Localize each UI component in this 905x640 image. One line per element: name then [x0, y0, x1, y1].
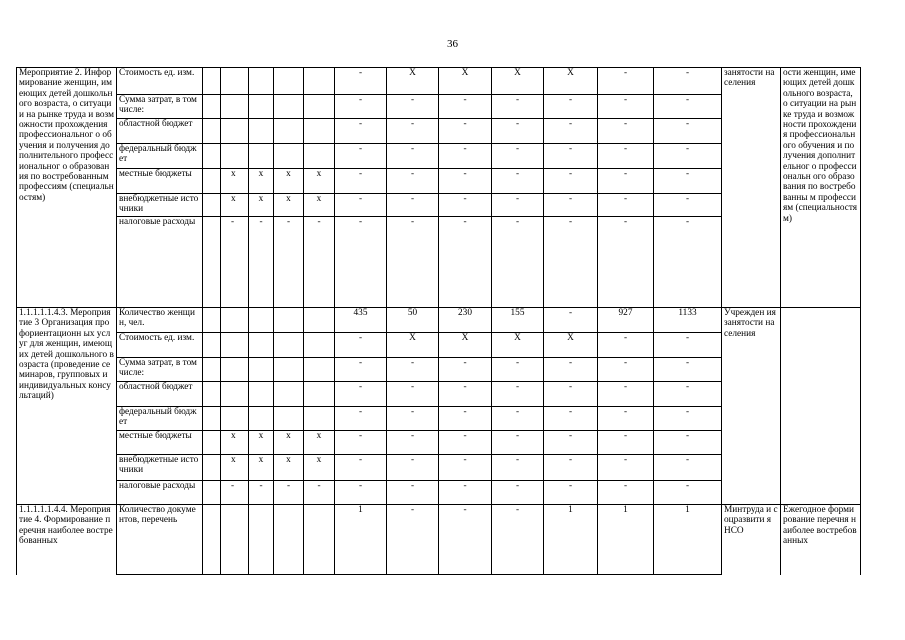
- value-cell: -: [654, 382, 722, 407]
- value-cell: X: [544, 68, 598, 95]
- value-cell: -: [654, 169, 722, 194]
- value-cell: -: [544, 481, 598, 505]
- expected-result: ости женщин, имеющих детей дошкольного возраста, о ситуации на рынке труда и возможности прохождения профессиональн ого обучения и получения дополнительног о профессиональн ого образования по востребованны м профессиям (специальностя м): [781, 68, 861, 308]
- value-cell: 230: [439, 308, 492, 333]
- value-cell: -: [544, 308, 598, 333]
- marker-value: x: [231, 194, 236, 204]
- value-cell: 927: [598, 308, 654, 333]
- marker-cell: [221, 481, 249, 505]
- value-cell: -: [544, 169, 598, 194]
- indicator-label: Сумма затрат, в том числе:: [117, 95, 203, 119]
- value-cell: -: [598, 194, 654, 217]
- marker-cell: [274, 308, 304, 333]
- value-cell: X: [492, 68, 544, 95]
- value-cell: -: [387, 382, 439, 407]
- marker-cell: [221, 194, 249, 217]
- table-row: [17, 68, 861, 95]
- marker-cell: [203, 382, 221, 407]
- marker-value: x: [286, 431, 291, 441]
- marker-cell: [249, 217, 274, 308]
- marker-cell: [249, 119, 274, 144]
- value-cell: -: [544, 144, 598, 169]
- marker-value: x: [231, 169, 236, 179]
- marker-cell: [249, 169, 274, 194]
- indicator-label: Сумма затрат, в том числе:: [117, 358, 203, 382]
- value-cell: -: [439, 358, 492, 382]
- marker-cell: [304, 431, 335, 455]
- marker-cell: [203, 455, 221, 481]
- value-cell: -: [492, 95, 544, 119]
- marker-cell: [274, 194, 304, 217]
- value-cell: -: [335, 119, 387, 144]
- marker-cell: [274, 68, 304, 95]
- value-cell: -: [492, 144, 544, 169]
- marker-value: -: [317, 481, 321, 491]
- marker-cell: [221, 119, 249, 144]
- marker-cell: [221, 505, 249, 575]
- activity-name: 1.1.1.1.1.4.4. Мероприятие 4. Формирование перечня наиболее востребованных: [17, 505, 117, 575]
- marker-cell: [304, 455, 335, 481]
- value-cell: -: [544, 95, 598, 119]
- indicator-label: федеральный бюджет: [117, 407, 203, 431]
- marker-cell: [304, 505, 335, 575]
- indicator-label: местные бюджеты: [117, 431, 203, 455]
- value-cell: -: [387, 455, 439, 481]
- marker-cell: [221, 217, 249, 308]
- marker-cell: [203, 407, 221, 431]
- value-cell: -: [654, 144, 722, 169]
- value-cell: X: [387, 333, 439, 358]
- value-cell: 435: [335, 308, 387, 333]
- marker-cell: [274, 481, 304, 505]
- marker-cell: [304, 333, 335, 358]
- expected-result: Ежегодное формирование перечня наиболее востребованных: [781, 505, 861, 575]
- executor: Учрежден ия занятости населения: [722, 308, 781, 505]
- value-cell: -: [598, 481, 654, 505]
- marker-value: -: [259, 217, 263, 227]
- value-cell: X: [492, 333, 544, 358]
- value-cell: -: [335, 333, 387, 358]
- marker-value: x: [258, 194, 264, 204]
- marker-value: x: [286, 169, 291, 179]
- value-cell: 1: [654, 505, 722, 575]
- value-cell: -: [439, 144, 492, 169]
- marker-cell: [304, 68, 335, 95]
- value-cell: -: [439, 481, 492, 505]
- value-cell: -: [335, 382, 387, 407]
- marker-cell: [274, 505, 304, 575]
- indicator-label: областной бюджет: [117, 119, 203, 144]
- marker-cell: [304, 119, 335, 144]
- marker-value: x: [258, 169, 264, 179]
- indicator-label: внебюджетные источники: [117, 194, 203, 217]
- marker-cell: [304, 481, 335, 505]
- marker-cell: [221, 358, 249, 382]
- value-cell: -: [387, 481, 439, 505]
- marker-value: x: [316, 169, 322, 179]
- table-row: [17, 308, 861, 333]
- marker-value: -: [231, 217, 235, 227]
- value-cell: -: [544, 358, 598, 382]
- page-number: 36: [447, 38, 458, 50]
- indicator-label: Количество женщин, чел.: [117, 308, 203, 333]
- marker-cell: [274, 144, 304, 169]
- table-row: [17, 505, 861, 575]
- marker-cell: [221, 333, 249, 358]
- marker-cell: [304, 382, 335, 407]
- marker-cell: [221, 308, 249, 333]
- value-cell: -: [387, 407, 439, 431]
- value-cell: -: [598, 119, 654, 144]
- marker-cell: [304, 194, 335, 217]
- value-cell: -: [544, 431, 598, 455]
- value-cell: -: [335, 217, 387, 308]
- value-cell: -: [598, 144, 654, 169]
- value-cell: -: [544, 217, 598, 308]
- marker-cell: [304, 358, 335, 382]
- value-cell: -: [492, 217, 544, 308]
- marker-cell: [274, 407, 304, 431]
- value-cell: -: [439, 217, 492, 308]
- value-cell: -: [492, 481, 544, 505]
- value-cell: -: [387, 217, 439, 308]
- value-cell: 155: [492, 308, 544, 333]
- marker-cell: [203, 431, 221, 455]
- value-cell: -: [654, 455, 722, 481]
- value-cell: -: [335, 68, 387, 95]
- value-cell: -: [654, 431, 722, 455]
- marker-cell: [304, 95, 335, 119]
- marker-cell: [274, 169, 304, 194]
- marker-cell: [203, 95, 221, 119]
- activity-name: Мероприятие 2. Информирование женщин, имеющих детей дошкольного возраста, о ситуации на рынке труда и возможности прохождения профессиональног о обучения и получения дополнительного профессиональног о образования по востребованным профессиям (специальностям): [17, 68, 117, 308]
- value-cell: -: [492, 119, 544, 144]
- indicator-label: местные бюджеты: [117, 169, 203, 194]
- marker-value: x: [286, 455, 291, 465]
- value-cell: X: [439, 68, 492, 95]
- marker-cell: [203, 333, 221, 358]
- marker-cell: [221, 144, 249, 169]
- marker-cell: [203, 308, 221, 333]
- value-cell: -: [598, 68, 654, 95]
- marker-cell: [249, 333, 274, 358]
- marker-cell: [274, 95, 304, 119]
- value-cell: -: [492, 455, 544, 481]
- marker-cell: [249, 407, 274, 431]
- value-cell: 1: [335, 505, 387, 575]
- marker-cell: [274, 119, 304, 144]
- value-cell: -: [335, 95, 387, 119]
- marker-cell: [304, 169, 335, 194]
- value-cell: -: [544, 194, 598, 217]
- value-cell: -: [335, 481, 387, 505]
- value-cell: -: [598, 95, 654, 119]
- value-cell: -: [492, 194, 544, 217]
- value-cell: -: [387, 169, 439, 194]
- value-cell: -: [654, 68, 722, 95]
- value-cell: -: [439, 407, 492, 431]
- marker-value: -: [231, 481, 235, 491]
- marker-cell: [304, 407, 335, 431]
- value-cell: -: [387, 505, 439, 575]
- marker-cell: [304, 308, 335, 333]
- value-cell: -: [335, 194, 387, 217]
- marker-cell: [249, 481, 274, 505]
- value-cell: -: [492, 382, 544, 407]
- value-cell: -: [439, 169, 492, 194]
- value-cell: -: [335, 455, 387, 481]
- value-cell: -: [387, 194, 439, 217]
- value-cell: -: [654, 407, 722, 431]
- value-cell: 1: [544, 505, 598, 575]
- value-cell: -: [387, 431, 439, 455]
- marker-cell: [249, 382, 274, 407]
- marker-cell: [221, 68, 249, 95]
- marker-cell: [221, 407, 249, 431]
- value-cell: -: [439, 382, 492, 407]
- marker-cell: [249, 358, 274, 382]
- indicator-label: Стоимость ед. изм.: [117, 68, 203, 95]
- value-cell: -: [335, 144, 387, 169]
- indicator-label: налоговые расходы: [117, 481, 203, 505]
- marker-value: x: [231, 455, 236, 465]
- value-cell: -: [335, 431, 387, 455]
- marker-cell: [274, 431, 304, 455]
- indicator-label: налоговые расходы: [117, 217, 203, 308]
- value-cell: -: [492, 505, 544, 575]
- value-cell: -: [544, 119, 598, 144]
- marker-value: -: [259, 481, 263, 491]
- value-cell: -: [598, 407, 654, 431]
- marker-cell: [249, 308, 274, 333]
- executor: занятости населения: [722, 68, 781, 308]
- marker-cell: [221, 431, 249, 455]
- marker-cell: [274, 382, 304, 407]
- value-cell: -: [439, 194, 492, 217]
- marker-cell: [203, 194, 221, 217]
- value-cell: -: [544, 382, 598, 407]
- marker-value: -: [286, 217, 291, 227]
- value-cell: -: [598, 358, 654, 382]
- marker-cell: [274, 455, 304, 481]
- marker-value: -: [286, 481, 291, 491]
- value-cell: -: [387, 119, 439, 144]
- value-cell: X: [544, 333, 598, 358]
- marker-cell: [249, 431, 274, 455]
- value-cell: -: [439, 455, 492, 481]
- value-cell: -: [492, 358, 544, 382]
- marker-value: x: [258, 431, 264, 441]
- marker-value: x: [286, 194, 291, 204]
- marker-cell: [249, 194, 274, 217]
- marker-cell: [203, 217, 221, 308]
- marker-cell: [203, 68, 221, 95]
- indicator-label: федеральный бюджет: [117, 144, 203, 169]
- indicator-label: Количество документов, перечень: [117, 505, 203, 575]
- marker-cell: [249, 144, 274, 169]
- value-cell: -: [335, 169, 387, 194]
- value-cell: -: [387, 358, 439, 382]
- value-cell: -: [598, 217, 654, 308]
- marker-cell: [221, 382, 249, 407]
- marker-cell: [203, 119, 221, 144]
- value-cell: -: [439, 431, 492, 455]
- marker-cell: [274, 333, 304, 358]
- marker-cell: [249, 505, 274, 575]
- activity-name: 1.1.1.1.1.4.3. Мероприятие 3 Организация профориентационн ых услуг для женщин, имеющих детей дошкольного возраста (проведение семинаров, групповых и индивидуальных консультаций): [17, 308, 117, 505]
- marker-cell: [249, 68, 274, 95]
- value-cell: -: [439, 505, 492, 575]
- value-cell: -: [598, 455, 654, 481]
- value-cell: -: [654, 95, 722, 119]
- value-cell: -: [598, 169, 654, 194]
- executor: Минтруда и соцразвити я НСО: [722, 505, 781, 575]
- marker-cell: [304, 217, 335, 308]
- value-cell: -: [598, 333, 654, 358]
- indicator-label: Стоимость ед. изм.: [117, 333, 203, 358]
- value-cell: -: [335, 407, 387, 431]
- marker-cell: [203, 481, 221, 505]
- indicator-label: внебюджетные источники: [117, 455, 203, 481]
- value-cell: -: [335, 358, 387, 382]
- value-cell: -: [439, 95, 492, 119]
- value-cell: -: [492, 431, 544, 455]
- value-cell: -: [654, 217, 722, 308]
- value-cell: -: [387, 144, 439, 169]
- marker-value: x: [316, 194, 322, 204]
- marker-cell: [221, 455, 249, 481]
- value-cell: -: [544, 407, 598, 431]
- value-cell: -: [654, 194, 722, 217]
- value-cell: 50: [387, 308, 439, 333]
- activities-table: [16, 67, 861, 575]
- marker-cell: [249, 95, 274, 119]
- marker-value: x: [258, 455, 264, 465]
- value-cell: -: [492, 169, 544, 194]
- value-cell: -: [654, 333, 722, 358]
- marker-cell: [274, 358, 304, 382]
- indicator-label: областной бюджет: [117, 382, 203, 407]
- marker-cell: [203, 505, 221, 575]
- marker-cell: [203, 358, 221, 382]
- value-cell: X: [387, 68, 439, 95]
- value-cell: 1: [598, 505, 654, 575]
- value-cell: -: [598, 382, 654, 407]
- value-cell: -: [544, 455, 598, 481]
- marker-cell: [304, 144, 335, 169]
- value-cell: X: [439, 333, 492, 358]
- marker-cell: [274, 217, 304, 308]
- value-cell: -: [654, 119, 722, 144]
- value-cell: -: [654, 358, 722, 382]
- value-cell: -: [387, 95, 439, 119]
- marker-cell: [203, 169, 221, 194]
- marker-value: -: [317, 217, 321, 227]
- marker-value: x: [316, 455, 322, 465]
- expected-result: [781, 308, 861, 505]
- value-cell: -: [654, 481, 722, 505]
- value-cell: -: [439, 119, 492, 144]
- marker-value: x: [316, 431, 322, 441]
- marker-cell: [249, 455, 274, 481]
- value-cell: -: [598, 431, 654, 455]
- marker-cell: [203, 144, 221, 169]
- marker-value: x: [231, 431, 236, 441]
- value-cell: -: [492, 407, 544, 431]
- marker-cell: [221, 95, 249, 119]
- value-cell: 1133: [654, 308, 722, 333]
- marker-cell: [221, 169, 249, 194]
